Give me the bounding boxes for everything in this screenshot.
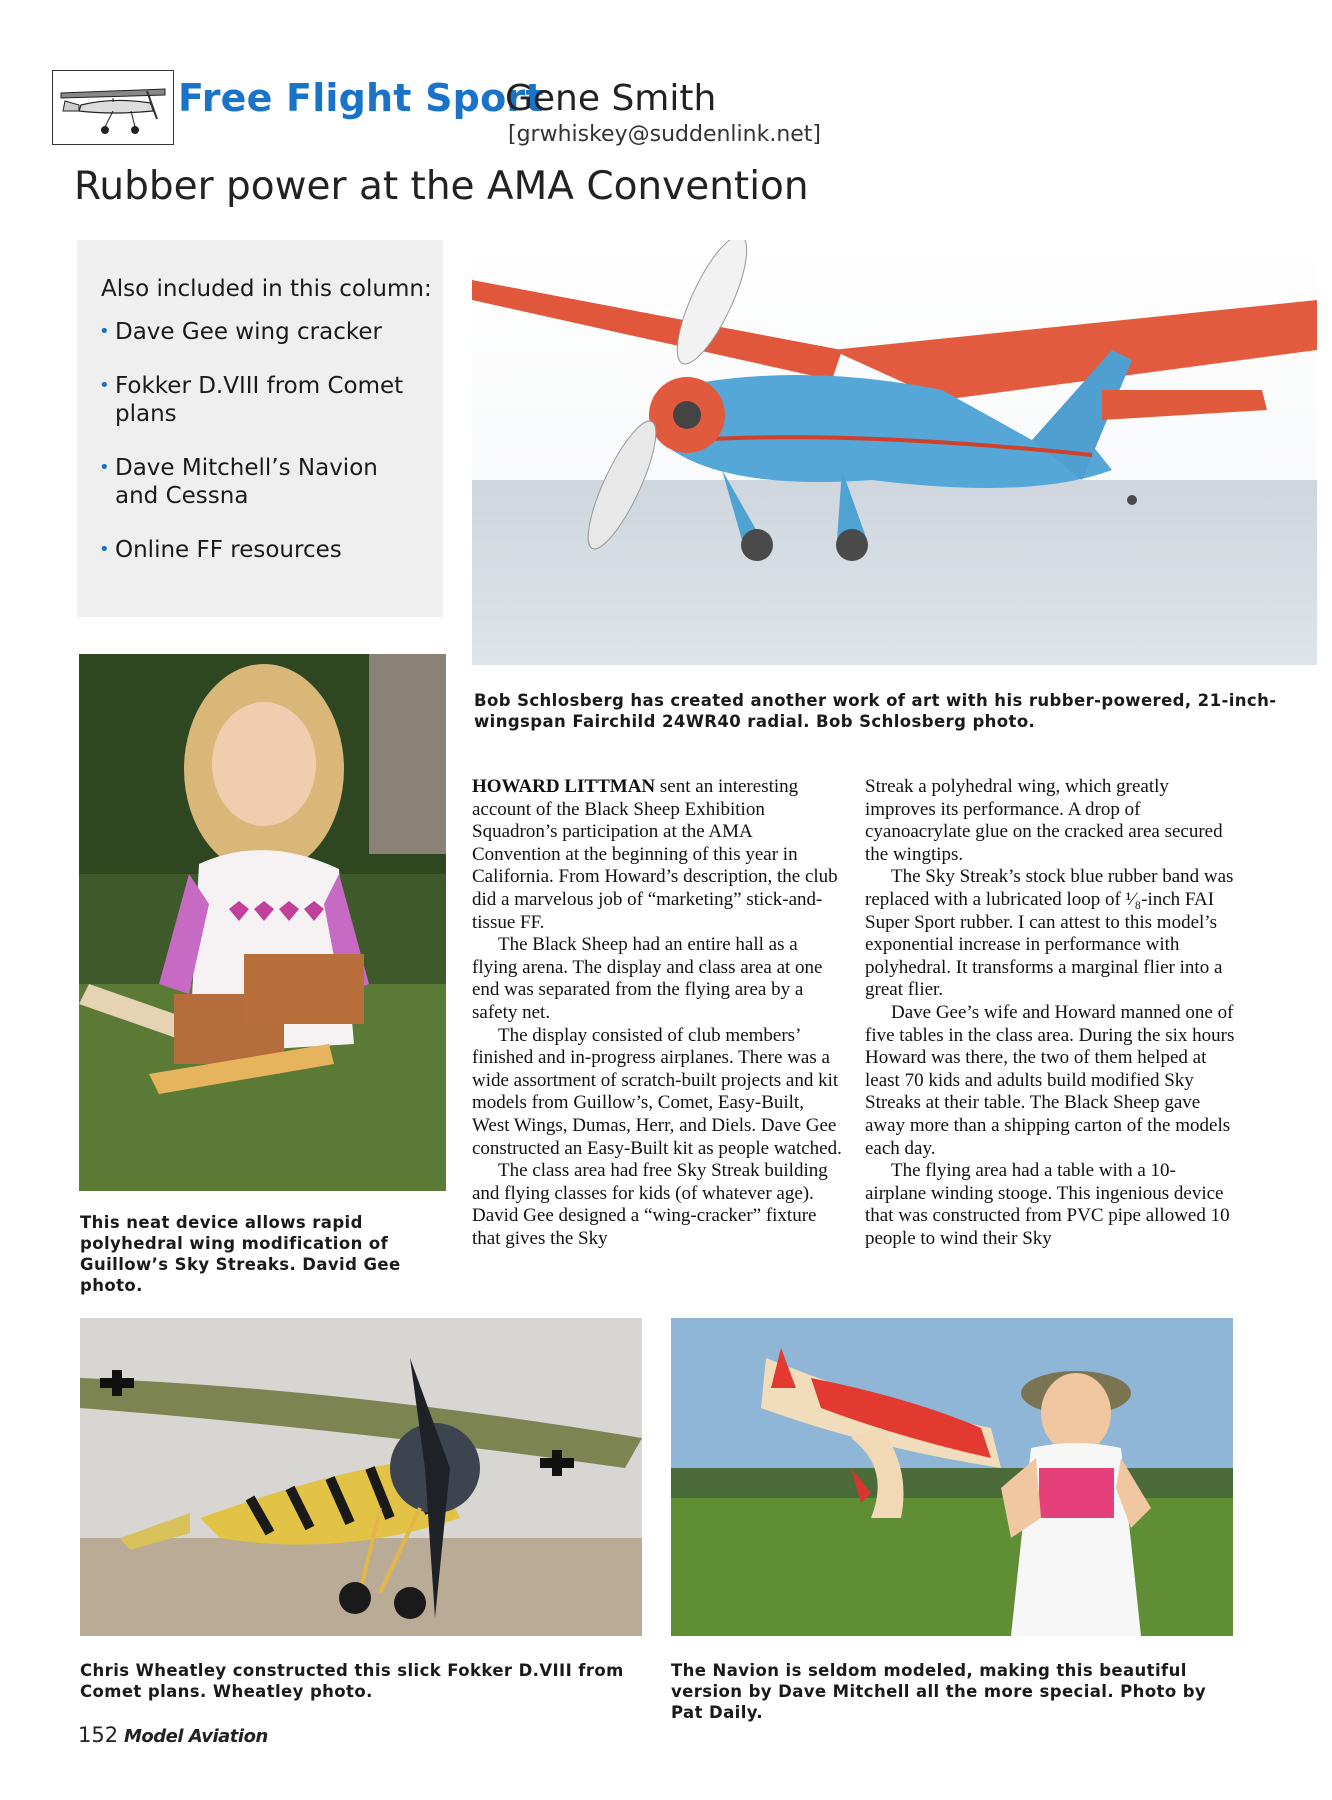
author-email: [grwhiskey@suddenlink.net] [508,122,822,147]
article-column-2 [865,776,1235,1250]
sidebar-box [77,240,443,617]
article-column-1 [472,776,842,1250]
girl-photo [79,654,446,1191]
photo-caption: This neat device allows rapid polyhedral wing modification of Guillow’s Sky Streaks. David Gee photo. [80,1213,401,1295]
page-title: Rubber power at the AMA Convention [74,164,809,209]
article-paragraph: The display consisted of club members’ finished and in-progress airplanes. There was a wide assortment of scratch-built projects and kit models from Guillow’s, Comet, Easy-Built, West Wings, Dumas, Herr, and Diels. Dave Gee constructed an Easy-Built kit as people watched. [472,1024,842,1159]
article-paragraph: Streak a polyhedral wing, which greatly improves its performance. A drop of cyanoacrylate glue on the cracked area secured the wingtips. [865,776,1223,865]
article-paragraph: Dave Gee’s wife and Howard manned one of five tables in the class area. During the six hours Howard was there, the two of them helped at least 70 kids and adults build modified Sky Streaks at their table. The Black Sheep gave away more than a shipping carton of the models each day. [865,1001,1235,1159]
list-item: • Dave Mitchell’s Navion and Cessna [99,454,419,510]
photo-caption: Chris Wheatley constructed this slick Fokker D.VIII from Comet plans. Wheatley photo. [80,1661,624,1701]
article-paragraph: The flying area had a table with a 10-airplane winding stooge. This ingenious device that was constructed from PVC pipe allowed 10 people to wind their Sky [865,1160,1230,1249]
magazine-name: Model Aviation [124,1726,268,1747]
list-item: • Online FF resources [99,536,419,564]
department-title: Free Flight Sport [178,76,544,120]
sidebar-title: Also included in this column: [101,276,432,302]
fokker-photo [80,1318,642,1636]
article-paragraph: The Sky Streak’s stock blue rubber band was replaced with a lubricated loop of ¹⁄₈-inch FAI Super Sport rubber. I can attest to this model’s exponential increase in performance with polyhedral. It transforms a marginal flier into a great flier. [865,866,1234,1001]
sidebar-list [99,318,419,590]
author-name: Gene Smith [505,78,717,119]
fairchild-photo [472,240,1317,665]
page-number: 152 [78,1723,119,1747]
article-paragraph: sent an interesting account of the Black Sheep Exhibition Squadron’s participation at the AMA Convention at the beginning of this year in California. From Howard’s description, the club did a marvelous job of “marketing” stick-and-tissue FF. [472,776,838,933]
photo-caption: Bob Schlosberg has created another work of art with his rubber-powered, 21-inch-wingspan Fairchild 24WR40 radial. Bob Schlosberg photo. [474,691,1277,731]
department-logo [52,70,174,145]
list-item: • Fokker D.VIII from Comet plans [99,372,419,428]
list-item: • Dave Gee wing cracker [99,318,419,346]
article-lead: HOWARD LITTMAN [472,776,656,797]
vintage-airplane-icon [53,71,173,144]
navion-photo [671,1318,1233,1636]
article-paragraph: The class area had free Sky Streak building and flying classes for kids (of whatever age). David Gee designed a “wing-cracker” fixture that gives the Sky [472,1160,828,1249]
article-paragraph: The Black Sheep had an entire hall as a flying arena. The display and class area at one end was separated from the flying area by a safety net. [472,934,823,1023]
photo-caption: The Navion is seldom modeled, making this beautiful version by Dave Mitchell all the more special. Photo by Pat Daily. [671,1661,1207,1722]
